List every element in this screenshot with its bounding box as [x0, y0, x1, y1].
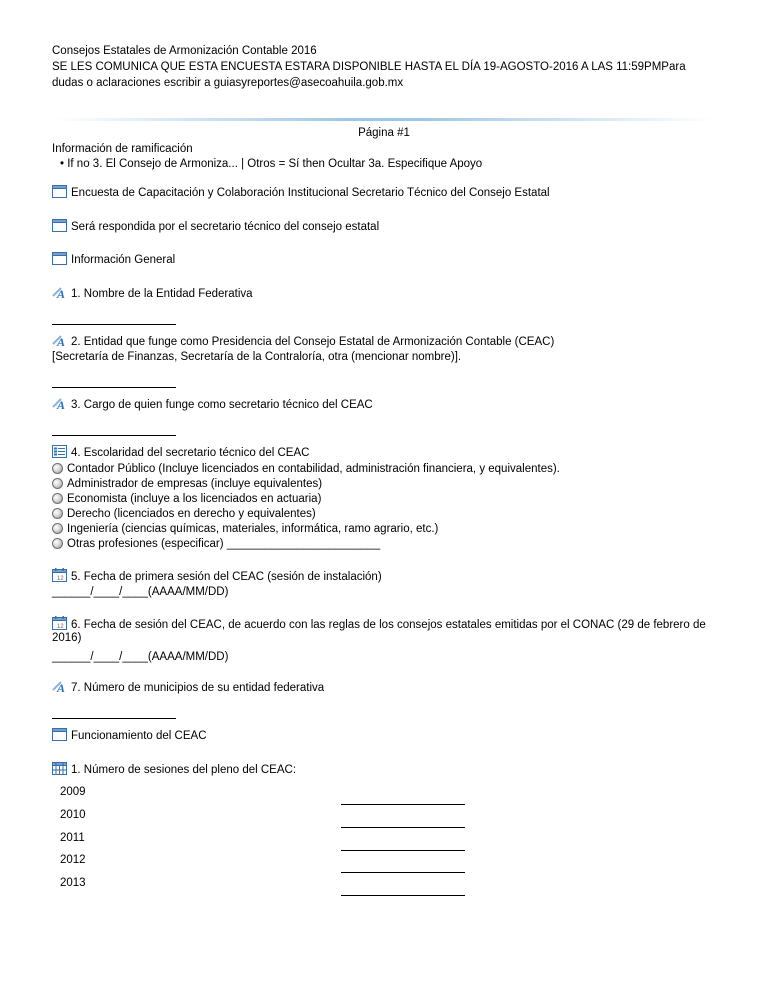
survey-title: Consejos Estatales de Armonización Contable 2016 — [52, 45, 317, 57]
q4-option[interactable]: Derecho (licenciados en derecho y equivalentes) — [52, 507, 316, 522]
question-f1: 1. Número de sesiones del pleno del CEAC: — [52, 762, 296, 778]
svg-text:12: 12 — [57, 624, 64, 630]
question-1: A 1. Nombre de la Entidad Federativa — [52, 286, 253, 302]
grid-row-label: 2013 — [60, 877, 86, 889]
section-header — [52, 185, 550, 201]
branch-info-title: Información de ramificación — [52, 143, 193, 155]
calendar-icon — [52, 568, 67, 581]
survey-notice: SE LES COMUNICA QUE ESTA ENCUESTA ESTARA DISPONIBLE HASTA EL DÍA 19-AGOSTO-2016 A LAS 11:59PMPara — [52, 61, 686, 73]
grid-icon — [52, 762, 67, 775]
branch-info-rule: • If no 3. El Consejo de Armoniza... | Otros = Sí then Ocultar 3a. Especifique Apoyo — [60, 158, 483, 170]
grid-row-label: 2012 — [60, 854, 86, 866]
page-number: Página #1 — [358, 127, 410, 139]
section-title: Funcionamiento del CEAC — [71, 730, 207, 742]
survey-contact: dudas o aclaraciones escribir a guiasyreportes@asecoahuila.gob.mx — [52, 77, 404, 89]
svg-text:A: A — [57, 398, 66, 410]
grid-answer-field[interactable] — [341, 864, 465, 876]
form-section-icon — [52, 252, 67, 265]
question-3: A 3. Cargo de quien funge como secretario técnico del CEAC — [52, 397, 373, 413]
q4-option[interactable]: Ingeniería (ciencias químicas, materiales, informática, ramo agrario, etc.) — [52, 522, 438, 537]
date-field-q6[interactable]: ______/____/____(AAAA/MM/DD) — [52, 651, 229, 663]
grid-row-label: 2011 — [60, 832, 85, 844]
question-2: A 2. Entidad que funge como Presidencia del Consejo Estatal de Armonización Contable (CEAC) — [52, 334, 554, 350]
grid-answer-field[interactable] — [341, 819, 465, 831]
answer-field-q3[interactable] — [52, 427, 176, 439]
svg-text:12: 12 — [57, 576, 64, 582]
answer-field-q1[interactable] — [52, 316, 176, 328]
question-6: 12 6. Fecha de sesión del CEAC, de acuerdo con las reglas de los consejos estatales emitidas por el CONAC (29 de febrero de — [52, 616, 706, 633]
form-section-icon — [52, 728, 67, 741]
calendar-icon — [52, 616, 67, 629]
radio-button[interactable] — [52, 463, 63, 474]
grid-row-label: 2009 — [60, 786, 86, 798]
section-title: Información General — [71, 254, 176, 266]
q4-option[interactable]: Otras profesiones (especificar) ________________________ — [52, 537, 380, 552]
svg-text:A: A — [57, 681, 66, 693]
section-title: Encuesta de Capacitación y Colaboración Institucional Secretario Técnico del Consejo Estatal — [71, 187, 550, 199]
section-header — [52, 728, 207, 744]
question-7: A 7. Número de municipios de su entidad federativa — [52, 680, 324, 696]
question-5: 12 5. Fecha de primera sesión del CEAC (sesión de instalación) — [52, 568, 382, 585]
question-2-note: [Secretaría de Finanzas, Secretaría de la Contraloría, otra (mencionar nombre)]. — [52, 351, 462, 363]
section-header — [52, 219, 379, 235]
form-section-icon — [52, 185, 67, 198]
text-input-icon — [52, 680, 67, 693]
q4-option[interactable]: Contador Público (Incluye licenciados en contabilidad, administración financiera, y equivalentes). — [52, 462, 560, 477]
header-divider — [52, 118, 716, 121]
grid-answer-field[interactable] — [341, 887, 465, 899]
answer-field-q2[interactable] — [52, 379, 176, 391]
answer-field-q7[interactable] — [52, 710, 176, 722]
date-field-q5[interactable]: ______/____/____(AAAA/MM/DD) — [52, 586, 229, 598]
question-6-continued: 2016) — [52, 632, 82, 644]
section-title: Será respondida por el secretario técnico del consejo estatal — [71, 221, 380, 233]
multiple-choice-icon — [52, 445, 67, 458]
text-input-icon — [52, 334, 67, 347]
q4-option[interactable]: Administrador de empresas (incluye equivalentes) — [52, 477, 322, 492]
question-4: 4. Escolaridad del secretario técnico del CEAC — [52, 445, 309, 461]
grid-answer-field[interactable] — [341, 842, 465, 854]
radio-button[interactable] — [52, 523, 63, 534]
grid-row-label: 2010 — [60, 809, 86, 821]
text-input-icon — [52, 286, 67, 299]
form-section-icon — [52, 219, 67, 232]
svg-text:A: A — [57, 335, 66, 347]
section-header — [52, 252, 175, 268]
radio-button[interactable] — [52, 478, 63, 489]
grid-answer-field[interactable] — [341, 796, 465, 808]
q4-option[interactable]: Economista (incluye a los licenciados en actuaria) — [52, 492, 321, 507]
svg-text:A: A — [57, 287, 66, 299]
radio-button[interactable] — [52, 493, 63, 504]
text-input-icon — [52, 397, 67, 410]
radio-button[interactable] — [52, 508, 63, 519]
radio-button[interactable] — [52, 538, 63, 549]
